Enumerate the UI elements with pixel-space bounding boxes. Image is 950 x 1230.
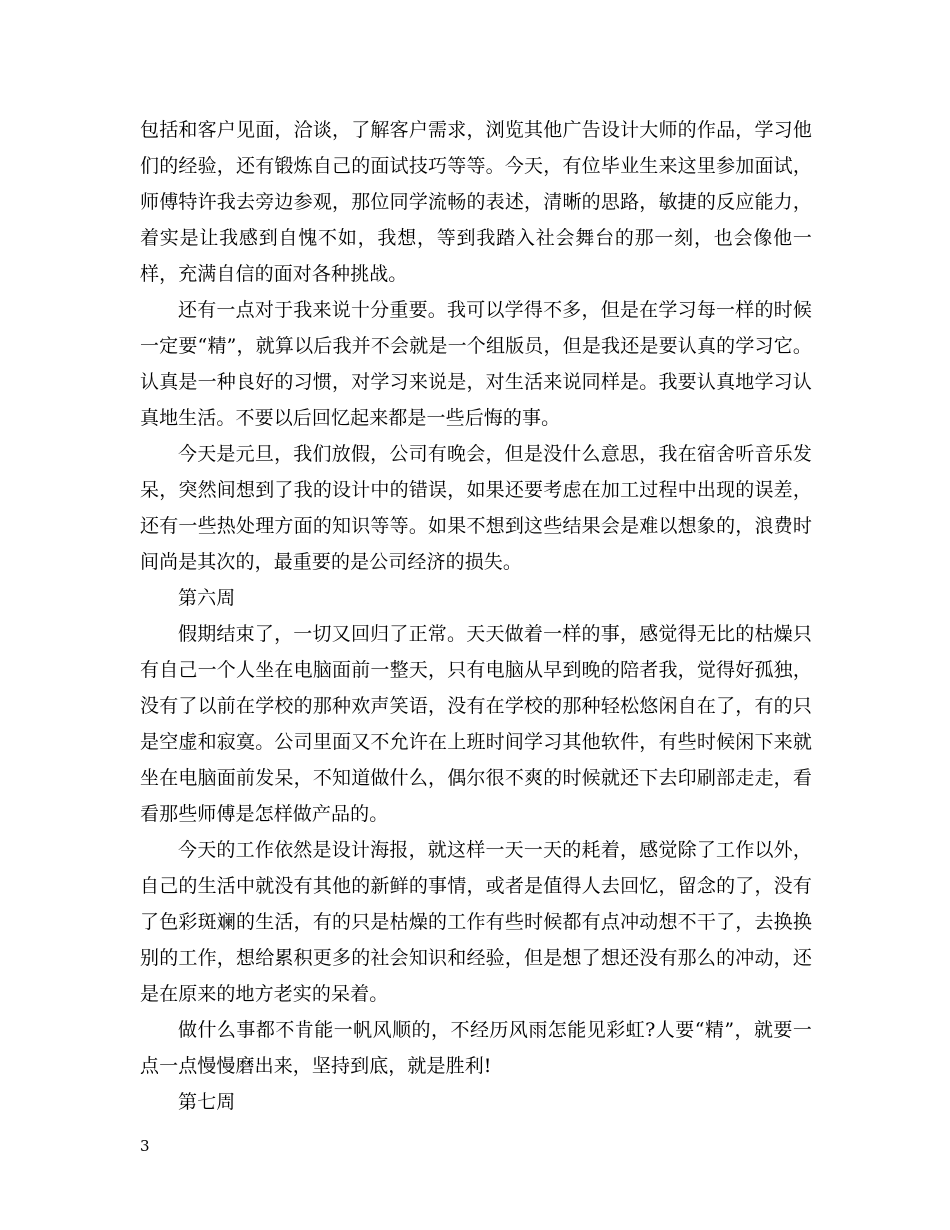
paragraph: 今天是元旦，我们放假，公司有晚会，但是没什么意思，我在宿舍听音乐发呆，突然间想到了我的设计中的错误，如果还要考虑在加工过程中出现的误差，还有一些热处理方面的知识等等。如果不想到这些结果会是难以想象的，浪费时间尚是其次的，最重要的是公司经济的损失。 xyxy=(140,443,812,573)
paragraph: 还有一点对于我来说十分重要。我可以学得不多，但是在学习每一样的时候一定要“精”，就算以后我并不会就是一个组版员，但是我还是要认真的学习它。认真是一种良好的习惯，对学习来说是，对生活来说同样是。我要认真地学习认真地生活。不要以后回忆起来都是一些后悔的事。 xyxy=(140,299,812,429)
paragraph: 假期结束了，一切又回归了正常。天天做着一样的事，感觉得无比的枯燥只有自己一个人坐在电脑面前一整天，只有电脑从早到晚的陪者我，觉得好孤独，没有了以前在学校的那种欢声笑语，没有在学校的那种轻松悠闲自在了，有的只是空虚和寂寞。公司里面又不允许在上班时间学习其他软件，有些时候闲下来就坐在电脑面前发呆，不知道做什么，偶尔很不爽的时候就还下去印刷部走走，看看那些师傅是怎样做产品的。 xyxy=(140,623,812,825)
page-number: 3 xyxy=(140,1137,150,1155)
paragraph-continued: 包括和客户见面，洽谈，了解客户需求，浏览其他广告设计大师的作品，学习他们的经验，还有锻炼自己的面试技巧等等。今天，有位毕业生来这里参加面试，师傅特许我去旁边参观，那位同学流畅的表述，清晰的思路，敏捷的反应能力，着实是让我感到自愧不如，我想，等到我踏入社会舞台的那一刻，也会像他一样，充满自信的面对各种挑战。 xyxy=(140,119,812,285)
section-heading-week-6: 第六周 xyxy=(178,587,236,609)
section-heading-week-7: 第七周 xyxy=(178,1091,236,1113)
paragraph: 今天的工作依然是设计海报，就这样一天一天的耗着，感觉除了工作以外，自己的生活中就没有其他的新鲜的事情，或者是值得人去回忆，留念的了，没有了色彩斑斓的生活，有的只是枯燥的工作有些时候都有点冲动想不干了，去换换别的工作，想给累积更多的社会知识和经验，但是想了想还没有那么的冲动，还是在原来的地方老实的呆着。 xyxy=(140,839,812,1005)
paragraph: 做什么事都不肯能一帆风顺的，不经历风雨怎能见彩虹?人要“精”，就要一点一点慢慢磨出来，坚持到底，就是胜利! xyxy=(140,1019,812,1077)
body-text xyxy=(140,112,812,1120)
